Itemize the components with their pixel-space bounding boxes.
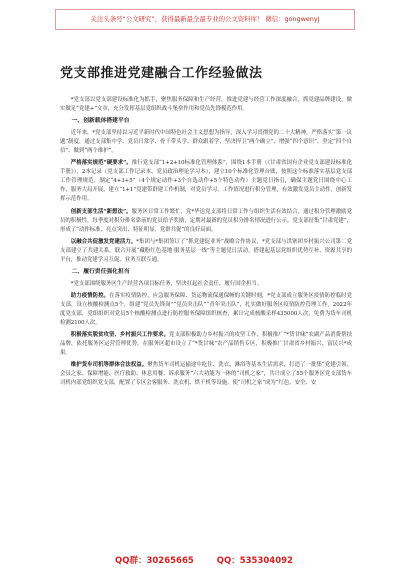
footer-qq: QQ：535304092 [216, 556, 293, 566]
paragraph-text: 服务区日常工作繁忙，党*华达党支部将日常工作与组织生活有效结合，通过积分管理激励党员的积极性，每季度对积分排名靠前的党员给予奖励，定期对最新的党员积分排名情况进行公示。党支部征集“甘肃党建”，形成了“动作标准、亮点突出、特征明显、党群共促”的良好局面。 [60, 208, 352, 233]
paragraph-lead: 助力疫情防控。 [70, 292, 110, 299]
body-paragraph [60, 129, 352, 156]
paragraph-text: 聚焦货车司机运输途中吃住、洗衣、淋浴等基本生活需求，打造了一批集“党建引领、会员之家、保障增能、医疗救助、休息用餐、诉求服务”六大功能为一体的“司机之家”，共计成立了55个服务区党支部货车司机内部党组织党支部，配置了专区会客服务、洗衣机、烘干机等设施，使“司机之家”成为“红色、安全、安 [60, 362, 352, 387]
paragraph-text: *党支部以党支部建设标准化为抓手，聚焦服务保障和生产经营，推进党建与经营工作深度融合，抓党建品牌建设，做实做足“党建+”文章，充分发挥基层党组织战斗堡垒作用和党员先锋模范作用。 [60, 97, 352, 113]
footer-contact [0, 554, 408, 566]
paragraph-lead: 创新支部生活“新想法”。 [70, 208, 132, 215]
body-paragraph [60, 331, 352, 358]
wechat-promo-banner: 关注头条号“公文研究”，获得最新最全最专业的公文资料库！ 微信：gongwenyj [55, 9, 355, 30]
paragraph-lead: 严格落实规范“硬要求”。 [70, 160, 132, 167]
body-paragraph [60, 208, 352, 235]
body-paragraph [60, 159, 352, 204]
section-heading [60, 268, 352, 277]
body-paragraph [60, 238, 352, 265]
body-paragraph [60, 361, 352, 388]
paragraph-text: 二、履行责任强化担当 [71, 268, 130, 275]
paragraph-text: 党支部积极助力乡村振兴的攻坚工作，积极推广“*货甘味”农副产品消费帮扶品牌，依托服务区运营管理优势，在服务区超市设立了“*货甘味”农产品销售专区，积极推广甘肃省乡村振兴、富民兴*成果。 [60, 332, 352, 357]
paragraph-text: *党支部围绕服务区生产经营各项目标任务，坚决扛起社会责任，履行国企担当。 [70, 280, 263, 287]
body-paragraph [60, 280, 352, 289]
footer-qq-group: QQ群：30265665 [115, 556, 194, 566]
paragraph-text: 近年来，*党支部坚持以习近平新时代中国特色社会主义思想为指导，深入学习贯彻党的二十大精神，严格落实“第一议题”制度，通过支部集中学、党员日常学、骨干带头学、群众跟着学，坚决捍卫“两个确立”、增强“四个意识”、坚定“四个自信”、做到“两个维护”。 [60, 130, 352, 155]
paragraph-text: 在落实疫情防控，应急服务保障、货运物流保通保畅的关键时刻，*党支部成立服务区疫情防控临时党支部，设立核酸检测点5个，组建“党员先锋岗”“党员突击队”“青年突击队”，扎实做好服务区疫情防控管理工作，2022年度党支部，党组组织对党员5个核酸检测点进行防控服务保障组织核查，累计完成核酸采样435000人次，免费为货车司机检测2100人次。 [60, 292, 352, 327]
document-title: 党支部推进党建融合工作经验做法 [60, 66, 263, 81]
paragraph-lead: 以融合共促激发党建活力。 [70, 238, 137, 245]
document-body [60, 96, 352, 391]
body-paragraph [60, 292, 352, 328]
body-paragraph [60, 96, 352, 114]
paragraph-lead: 积极落实脱贫攻坚、乡村振兴工作要求。 [70, 332, 170, 339]
paragraph-text: 一、创新载体搭建平台 [71, 118, 130, 125]
paragraph-lead: 维护货车司机等群体合法权益。 [70, 362, 148, 369]
paragraph-text: 推行党支部“1+2+10标准化管理体系”，围绕1本手册（《甘肃省国有企业党支部建设标准化手册》）、2本记录（党支部工作记录本、党员政治理论学习本），建立10个标准化管理台账，按照这个标准落实基层党支部工作管理规范。制定“4+3+5”（4个规定动作+3个自选动作+5个特色动作）主题党日指引，确保主题党日围绕中心工作、服务大局开展，建立“1+1”党建带群建工作机制，对党员学习、工作情况进行积分管理，有效激发党员主动性，创新发挥示范作用。 [60, 160, 353, 203]
section-heading [60, 117, 352, 126]
paragraph-text: *集团与*集团签订了“抓党建促业务”战略合作协议，*党支部与洪寨团乡村振兴公司第二党支部建立了共建关系。联合开展“藏粉红色基地·服务基层一线”等主题党日活动，搭建起基层党组织优势互补、资源共享的平台，推动党建学习互促、业务互联互通。 [60, 238, 352, 263]
